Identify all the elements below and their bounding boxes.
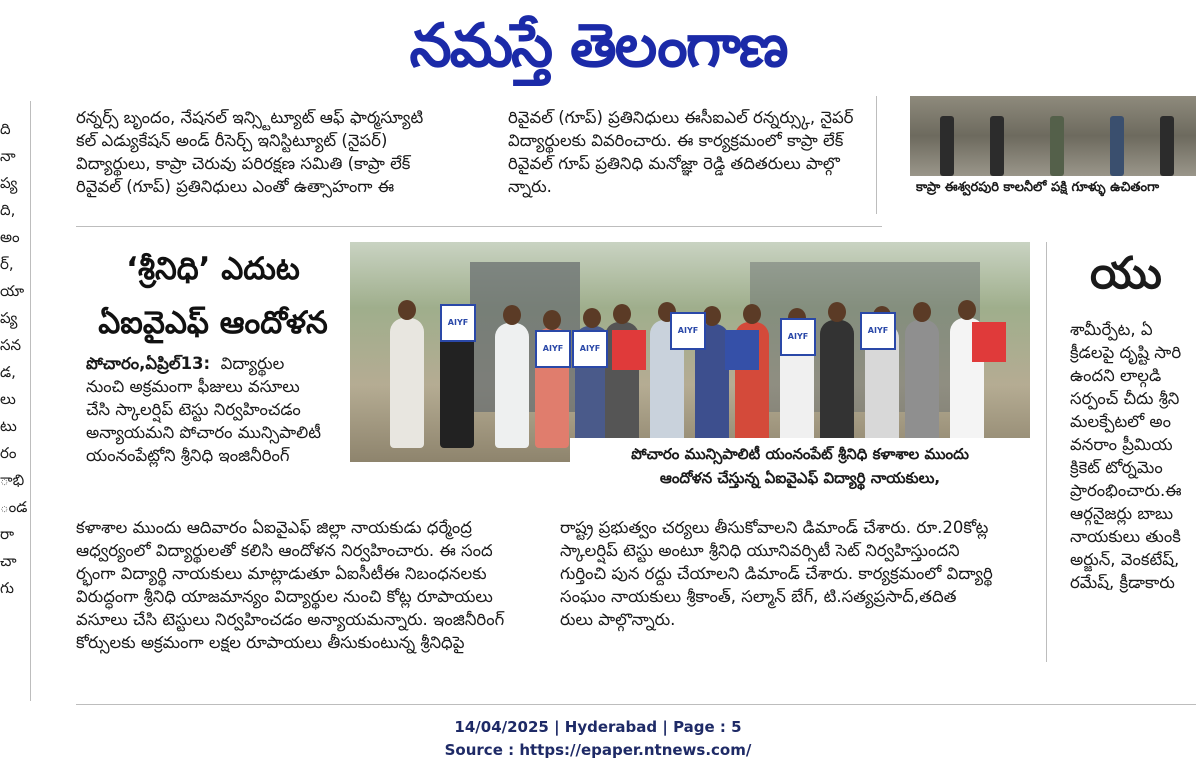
article-text-line: రివైవల్ (గూప్) ప్రతినిధులు ఈసీఐఎల్ రన్నర్స్కు, నైపర్ [508, 108, 854, 127]
article-text-line: డ, [0, 363, 16, 381]
left-cutoff-column [0, 116, 30, 602]
photo-figure [905, 320, 939, 448]
article-text-line: రం [0, 444, 17, 462]
photo-figure [390, 318, 424, 448]
article-text-line: నా [0, 147, 16, 165]
article-text-line: అర్జున్, వెంకటేష్, [1070, 550, 1180, 569]
section-divider [76, 226, 882, 227]
article-text-line: రా [0, 525, 15, 543]
article-text-line: అం [0, 228, 20, 246]
photo-figure-head [543, 310, 561, 330]
article-text-line: విరుద్ధంగా శ్రీనిధి యాజమాన్యం విద్యార్థుల నుంచి కోట్ల రూపాయలు [76, 587, 493, 606]
article-text-line: గు [0, 579, 14, 597]
article-text-line: వనరాం ప్రీమియ [1070, 435, 1173, 454]
photo-figure [940, 116, 954, 176]
protest-flag [972, 322, 1006, 362]
photo-figure [1160, 116, 1174, 176]
newspaper-page [0, 96, 1196, 706]
article-text-line: ఆధ్వర్యంలో విద్యార్థులతో కలిసి ఆందోళన నిర్వహించారు. ఈ సంద [76, 541, 493, 560]
photo-figure [820, 320, 854, 448]
article-text-line: శామీర్పేట, ఏ [1070, 320, 1153, 339]
masthead [0, 0, 1196, 96]
article-text-line: రివైవల్ గూప్ ప్రతినిధి మనోజ్ఞా రెడ్డి తదితరులు పాల్గొ [508, 154, 840, 173]
article-text-line: ప్రారంభించారు.ఈ [1070, 481, 1182, 500]
article-body-column-c [560, 516, 1040, 631]
photo-figure [440, 328, 474, 448]
article-text-line: కోర్సులకు అక్రమంగా లక్షల రూపాయలు తీసుకుంటున్న శ్రీనిధిపై [76, 633, 465, 652]
article-text-line: యా [0, 282, 25, 300]
article-text-line: ది, [0, 201, 16, 219]
article-text-line: యంనంపేట్లోని శ్రీనిధి ఇంజినీరింగ్ [86, 446, 290, 465]
protest-placard: AIYF [780, 318, 816, 356]
photo-figure-head [743, 304, 761, 324]
column-divider [1046, 242, 1047, 662]
article-text-line: విద్యార్థులకు వివరించారు. ఈ కార్యక్రమంలో కాప్రా లేక్ [508, 131, 844, 150]
article-text-line: రులు పాల్గొన్నారు. [560, 610, 676, 629]
protest-flag [612, 330, 646, 370]
article-text-line: క్రీడలపై దృష్టి సారి [1070, 343, 1182, 362]
photo-caption-line: ఆందోళన చేస్తున్న ఏఐవైఎఫ్ విద్యార్థి నాయకులు, [659, 469, 941, 487]
article-photo [350, 242, 1030, 462]
article-body-column-a [86, 352, 346, 467]
column-divider [30, 101, 31, 701]
photo-figure [990, 116, 1004, 176]
photo-figure-head [398, 300, 416, 320]
article-text-line: కళాశాల ముందు ఆదివారం ఏఐవైఎఫ్ జిల్లా నాయకుడు ధర్మేంద్ర [76, 518, 472, 537]
article-text-line: విద్యార్థులు, కాప్రా చెరువు పరిరక్షణ సమితి (కాప్రా లేక్ [76, 154, 411, 173]
protest-placard: AIYF [860, 312, 896, 350]
right-article-body [1070, 318, 1196, 594]
article-text-line: ాభి [0, 471, 25, 489]
photo-caption-line: పోచారం మున్సిపాలిటీ యంనంపేట్ శ్రీనిధి కళాశాల ముందు [631, 445, 969, 463]
photo-figure-head [913, 302, 931, 322]
article-text-line: ది [0, 120, 11, 138]
article-text-line: ర్భంగా విద్యార్థి నాయకులు మాట్లాడుతూ ఏఐసీటీఈ నిబంధనలకు [76, 564, 487, 583]
article-text-line: గుర్తించి పున రద్దు చేయాలని డిమాండ్ చేశారు. కార్యక్రమంలో విద్యార్థి [560, 564, 993, 583]
article-text-line: స్కాలర్షిప్ టెస్టు అంటూ శ్రీనిధి యూనివర్సిటీ సెట్ నిర్వహిస్తుందని [560, 541, 960, 560]
article-headline-line2: ఏఐవైఎఫ్ ఆందోళన [98, 305, 328, 341]
top-right-photo-caption: కాప్రా ఈశ్వరపురి కాలనీలో పక్షి గూళ్ళు ఉచితంగా [910, 176, 1196, 200]
protest-placard: AIYF [440, 304, 476, 342]
photo-figure [495, 323, 529, 448]
photo-figure-head [583, 308, 601, 328]
article-text-line: సర్పంచ్ చీదు శ్రీని [1070, 389, 1180, 408]
article-text-line: రాష్ట్ర ప్రభుత్వం చర్యలు తీసుకోవాలని డిమాండ్ చేశారు. రూ.20కోట్ల [560, 518, 989, 537]
article-text-line: న్నారు. [508, 177, 552, 196]
source-link[interactable]: Source : https://epaper.ntnews.com/ [444, 741, 752, 759]
article-text-line: లు [0, 390, 16, 408]
article-text-line: నుంచి అక్రమంగా ఫీజులు వసూలు [86, 377, 300, 396]
article-text-line: ప్య [0, 174, 18, 192]
newspaper-logo-title: నమస్తే తెలంగాణ [409, 11, 787, 81]
photo-figure [1110, 116, 1124, 176]
article-body-column-b [76, 516, 546, 654]
photo-figure-head [503, 305, 521, 325]
article-text-line: చా [0, 552, 17, 570]
article-text-line: ర్, [0, 255, 14, 273]
article-text-line: రమేష్, క్రీడాకారు [1070, 573, 1175, 592]
article-photo-caption [570, 438, 1030, 496]
article-text-line: రివైవల్ (గూప్) ప్రతినిధులు ఎంతో ఉత్సాహంగా ఈ [76, 177, 395, 196]
article-text-line: అన్యాయమని పోచారం మున్సిపాలిటీ [86, 423, 322, 442]
article-headline-line1: ‘శ్రీనిధి’ ఎదుట [126, 251, 300, 287]
top-right-photo [910, 96, 1196, 176]
article-text-line: చేసి స్కాలర్షిప్ టెస్టు నిర్వహించడం [86, 400, 301, 419]
article-text-line: టు [0, 417, 17, 435]
section-divider [76, 704, 1196, 705]
article-dateline: పోచారం,ఏప్రిల్13: [86, 354, 211, 373]
article-text-line: కల్ ఎడ్యుకేషన్ అండ్ రీసెర్చ్ ఇనిస్టిట్యూట్ (నైపర్) [76, 131, 388, 150]
protest-placard: AIYF [670, 312, 706, 350]
top-article-column-b [508, 106, 868, 198]
protest-placard: AIYF [535, 330, 571, 368]
photo-figure-head [958, 300, 976, 320]
article-text-line: వసూలు చేసి టెస్టులు నిర్వహించడం అన్యాయమన్నారు. ఇంజినీరింగ్ [76, 610, 505, 629]
article-text-line: ఉందని లాల్గడి [1070, 366, 1162, 385]
page-footer [0, 706, 1196, 781]
article-text-line: నాయకులు తుంకి [1070, 527, 1181, 546]
photo-figure-head [613, 304, 631, 324]
column-divider [876, 96, 877, 214]
top-article-column-a [76, 106, 486, 198]
article-text-line: మలక్పేటలో అం [1070, 412, 1171, 431]
article-text-line: సన [0, 336, 22, 354]
photo-figure [1050, 116, 1064, 176]
article-text-line: క్రికెట్ టోర్నమెం [1070, 458, 1163, 477]
photo-figure-head [828, 302, 846, 322]
right-article-headline: యు [1090, 248, 1162, 299]
article-text-line: రన్నర్స్ బృందం, నేషనల్ ఇన్స్టిట్యూట్ ఆఫ్ ఫార్మస్యూటి [76, 108, 424, 127]
article-text-line: ప్య [0, 309, 18, 327]
article-text-line: ండ [0, 498, 28, 516]
article-text-line: విద్యార్థుల [220, 354, 285, 373]
article-text-line: ఆర్గనైజర్లు బాబు [1070, 504, 1174, 523]
protest-flag [725, 330, 759, 370]
edition-info: 14/04/2025 | Hyderabad | Page : 5 [454, 718, 742, 736]
article-text-line: సంఘం నాయకులు శ్రీకాంత్, సల్మాన్ బేగ్, టి.సత్యప్రసాద్,తదిత [560, 587, 957, 606]
protest-placard: AIYF [572, 330, 608, 368]
